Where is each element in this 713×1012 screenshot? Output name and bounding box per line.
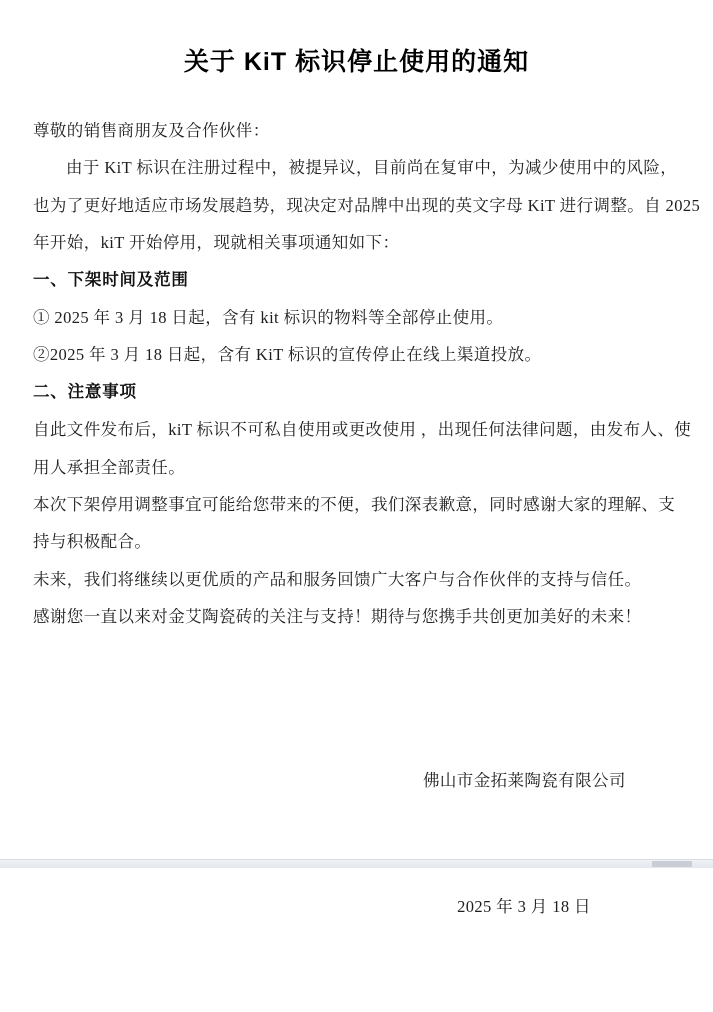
paragraph-line: 由于 KiT 标识在注册过程中，被提异议，目前尚在复审中，为减少使用中的风险， bbox=[66, 158, 678, 178]
paragraph-line: 自此文件发布后，kiT 标识不可私自使用或更改使用 ，出现任何法律问题，由发布人、使 bbox=[33, 420, 692, 440]
taskbar-edge-strip bbox=[0, 859, 713, 868]
document-title: 关于 KiT 标识停止使用的通知 bbox=[183, 48, 530, 76]
list-item-2: ②2025 年 3 月 18 日起，含有 KiT 标识的宣传停止在线上渠道投放。 bbox=[33, 345, 542, 365]
paragraph-line: 用人承担全部责任。 bbox=[33, 457, 186, 477]
paragraph-line: 年开始，kiT 开始停用，现就相关事项通知如下： bbox=[33, 233, 400, 253]
paragraph-line: 本次下架停用调整事宜可能给您带来的不便，我们深表歉意，同时感谢大家的理解、支 bbox=[33, 495, 676, 515]
salutation-line: 尊敬的销售商朋友及合作伙伴： bbox=[33, 121, 270, 140]
paragraph-line: 也为了更好地适应市场发展趋势，现决定对品牌中出现的英文字母 KiT 进行调整。自 2025 bbox=[33, 195, 701, 215]
paragraph-line: 持与积极配合。 bbox=[33, 532, 152, 552]
document-body bbox=[33, 112, 701, 1012]
list-item-1: ① 2025 年 3 月 18 日起，含有 kit 标识的物料等全部停止使用。 bbox=[33, 308, 504, 328]
section-heading-2: 二、注意事项 bbox=[33, 382, 137, 401]
company-name: 佛山市金拓莱陶瓷有限公司 bbox=[423, 770, 626, 790]
taskbar-item-shadow bbox=[652, 861, 692, 867]
signature-block bbox=[423, 676, 625, 1012]
paragraph-line: 感谢您一直以来对金艾陶瓷砖的关注与支持！期待与您携手共创更加美好的未来！ bbox=[33, 607, 642, 627]
paragraph-line: 未来，我们将继续以更优质的产品和服务回馈广大客户与合作伙伴的支持与信任。 bbox=[33, 569, 642, 589]
signature-date: 2025 年 3 月 18 日 bbox=[457, 896, 591, 916]
section-heading-1: 一、下架时间及范围 bbox=[33, 270, 189, 289]
